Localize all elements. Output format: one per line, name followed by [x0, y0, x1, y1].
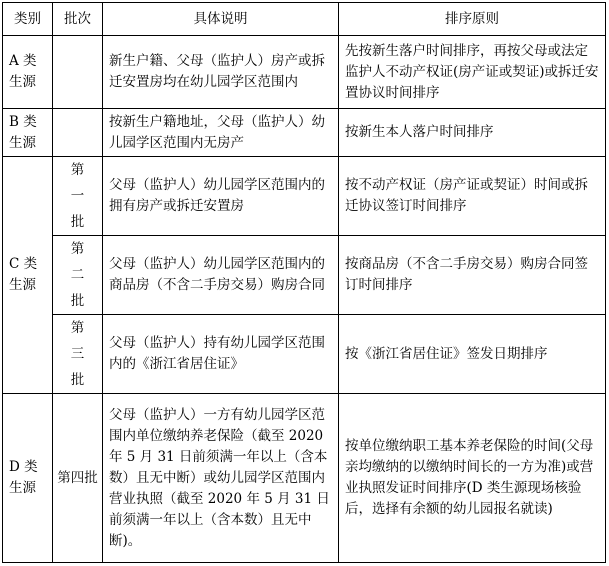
batch-c3-line3: 批	[70, 372, 85, 388]
description-d: 父母（监护人）一方有幼儿园学区范围内单位缴纳养老保险（截至 2020 年 5 月 31 日前须满一年以上（含本数）且无中断）或幼儿园学区范围内营业执照（截至 2020 年 5 月 31 日前须满一年以上（含本数）且无中断)。	[103, 394, 339, 563]
category-a: A 类生源	[3, 36, 53, 109]
description-c1: 父母（监护人）幼儿园学区范围内的拥有房产或拆迁安置房	[103, 157, 339, 236]
row-d	[3, 394, 606, 563]
rule-c3: 按《浙江省居住证》签发日期排序	[339, 315, 606, 394]
category-c: C 类生源	[3, 157, 53, 394]
row-c1	[3, 157, 606, 236]
rule-c1: 按不动产权证（房产证或契证）时间或拆迁协议签订时间排序	[339, 157, 606, 236]
header-batch: 批次	[53, 3, 103, 36]
batch-a	[53, 36, 103, 109]
rule-d: 按单位缴纳职工基本养老保险的时间(父母亲均缴纳的以缴纳时间长的一方为准)或营业执照发证时间排序(D 类生源现场核验后，选择有余额的幼儿园报名就读)	[339, 394, 606, 563]
description-a: 新生户籍、父母（监护人）房产或拆迁安置房均在幼儿园学区范围内	[103, 36, 339, 109]
header-rule: 排序原则	[339, 3, 606, 36]
row-a	[3, 36, 606, 109]
batch-c3-line1: 第	[70, 320, 85, 336]
batch-c2-line3: 批	[70, 293, 85, 309]
header-category: 类别	[3, 3, 53, 36]
batch-b	[53, 109, 103, 157]
admission-table	[2, 2, 606, 563]
batch-c1-line1: 第	[70, 162, 85, 178]
category-d: D 类生源	[3, 394, 53, 563]
row-c3	[3, 315, 606, 394]
batch-c1-line2: 一	[70, 188, 85, 204]
description-c3: 父母（监护人）持有幼儿园学区范围内的《浙江省居住证》	[103, 315, 339, 394]
batch-d: 第四批	[53, 394, 103, 563]
batch-c2	[53, 236, 103, 315]
batch-c2-line1: 第	[70, 241, 85, 257]
header-description: 具体说明	[103, 3, 339, 36]
row-b	[3, 109, 606, 157]
batch-c1-line3: 批	[70, 214, 85, 230]
batch-c2-line2: 二	[70, 267, 85, 283]
rule-a: 先按新生落户时间排序，再按父母或法定监护人不动产权证(房产证或契证)或拆迁安置协议时间排序	[339, 36, 606, 109]
header-row	[3, 3, 606, 36]
batch-c3-line2: 三	[70, 346, 85, 362]
description-c2: 父母（监护人）幼儿园学区范围内的商品房（不含二手房交易）购房合同	[103, 236, 339, 315]
row-c2	[3, 236, 606, 315]
category-b: B 类生源	[3, 109, 53, 157]
batch-c1	[53, 157, 103, 236]
rule-c2: 按商品房（不含二手房交易）购房合同签订时间排序	[339, 236, 606, 315]
batch-c3	[53, 315, 103, 394]
description-b: 按新生户籍地址，父母（监护人）幼儿园学区范围内无房产	[103, 109, 339, 157]
rule-b: 按新生本人落户时间排序	[339, 109, 606, 157]
